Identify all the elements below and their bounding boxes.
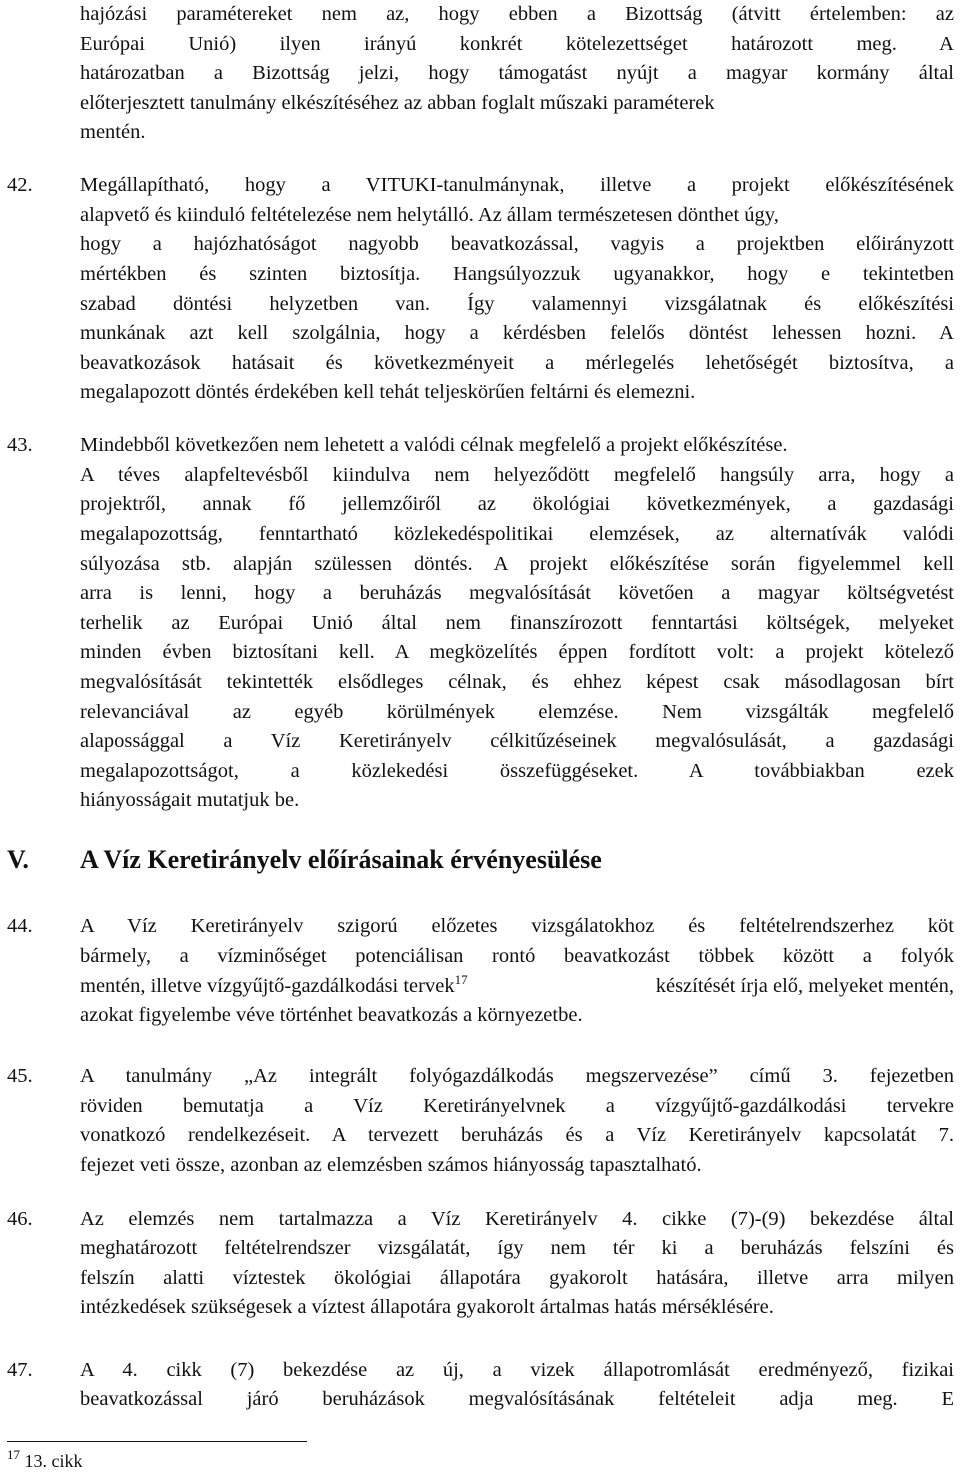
paragraph-number: 45. [7,1065,33,1087]
text-line: munkának azt kell szolgálnia, hogy a kérdésben felelős döntést lehessen hozni. A [80,322,954,344]
paragraph-number: 47. [7,1359,33,1381]
text-line: arra is lenni, hogy a beruházás megvalósítását követően a magyar költségvetést [80,582,954,604]
text-line: A Víz Keretirányelv szigorú előzetes vizsgálatokhoz és feltételrendszerhez köt [80,915,954,937]
text-line: megalapozottságot, a közlekedési összefüggéseket. A továbbiakban ezek [80,760,954,782]
text-line: mértékben és szinten biztosítja. Hangsúlyozzuk ugyanakkor, hogy e tekintetben [80,263,954,285]
text-line: Európai Unió) ilyen irányú konkrét kötelezettséget határozott meg. A [80,33,954,55]
text-line: projektről, annak fő jellemzőiről az ökológiai következmények, a gazdasági [80,493,954,515]
footnote [7,1447,83,1472]
text-line: Mindebből következően nem lehetett a valódi célnak megfelelő a projekt előkészítése. [80,434,788,456]
text-line: hiányosságait mutatjuk be. [80,789,300,811]
text-before-footnote: mentén, illetve vízgyűjtő-gazdálkodási tervek [80,975,455,997]
text-line: megalapozott döntés érdekében kell tehát teljeskörűen feltárni és elemezni. [80,381,696,403]
text-line: azokat figyelembe véve történhet beavatkozás a környezetbe. [80,1004,583,1026]
section-number: V. [7,845,29,874]
text-line: minden évben biztosítani kell. A megközelítés éppen fordított volt: a projekt kötelező [80,641,954,663]
paragraph-number: 43. [7,434,33,456]
text-line: intézkedések szükségesek a víztest állapotára gyakorolt ártalmas hatás mérséklésére. [80,1296,774,1318]
text-line: relevanciával az egyéb körülmények elemzése. Nem vizsgálták megfelelő [80,701,954,723]
paragraph-number: 44. [7,915,33,937]
paragraph-number: 42. [7,174,33,196]
text-line: súlyozása stb. alapján szülessen döntés. A projekt előkészítése során figyelemmel kell [80,553,954,575]
footnote-number: 17 [7,1447,20,1462]
text-line: előterjesztett tanulmány elkészítéséhez az abban foglalt műszaki paraméterek [80,92,715,114]
text-line: hogy a hajózhatóságot nagyobb beavatkozással, vagyis a projektben előirányzott [80,233,954,255]
text-line [80,974,954,1000]
footnote-text: 13. cikk [20,1451,83,1471]
text-line: röviden bemutatja a Víz Keretirányelvnek a vízgyűjtő-gazdálkodási tervekre [80,1095,954,1117]
text-segment [80,974,468,1000]
text-line: szabad döntési helyzetben van. Így valamennyi vizsgálatnak és előkészítési [80,293,954,315]
text-line: megvalósítását tekintették elsődleges célnak, és ehhez képest csak másodlagosan bírt [80,671,954,693]
text-line: beavatkozások hatásait és következményeit a mérlegelés lehetőségét biztosítva, a [80,352,954,374]
text-line: hajózási paramétereket nem az, hogy ebben a Bizottság (átvitt értelemben: az [80,3,954,25]
text-line: Megállapítható, hogy a VITUKI-tanulmánynak, illetve a projekt előkészítésének [80,174,954,196]
footnote-reference: 17 [454,972,468,987]
text-line: alapvető és kiinduló feltételezése nem helytálló. Az állam természetesen dönthet úgy, [80,204,779,226]
text-line: A tanulmány „Az integrált folyógazdálkodás megszervezése” című 3. fejezetben [80,1065,954,1087]
paragraph-number: 46. [7,1208,33,1230]
text-line: mentén. [80,121,146,143]
text-line: megalapozottság, fenntartható közlekedéspolitikai elemzések, az alternatívák valódi [80,523,954,545]
footnote-separator [7,1441,307,1442]
text-line: felszín alatti víztestek ökológiai állapotára gyakorolt hatására, illetve arra milyen [80,1267,954,1289]
text-line: terhelik az Európai Unió által nem finanszírozott fenntartási költségek, melyeket [80,612,954,634]
text-after-footnote: készítését írja elő, melyeket mentén, [655,975,954,997]
text-line: bármely, a vízminőséget potenciálisan rontó beavatkozást többek között a folyók [80,945,954,967]
text-line: A téves alapfeltevésből kiindulva nem helyeződött megfelelő hangsúly arra, hogy a [80,464,954,486]
section-title: A Víz Keretirányelv előírásainak érvényesülése [80,845,602,874]
text-line: meghatározott feltételrendszer vizsgálatát, így nem tér ki a beruházás felszíni és [80,1237,954,1259]
text-line: vonatkozó rendelkezéseit. A tervezett beruházás és a Víz Keretirányelv kapcsolatát 7. [80,1124,954,1146]
text-line: alapossággal a Víz Keretirányelv célkitűzéseinek megvalósulását, a gazdasági [80,730,954,752]
text-line: határozatban a Bizottság jelzi, hogy támogatást nyújt a magyar kormány által [80,62,954,84]
text-line: A 4. cikk (7) bekezdése az új, a vizek állapotromlását eredményező, fizikai [80,1359,954,1381]
text-line: Az elemzés nem tartalmazza a Víz Keretirányelv 4. cikke (7)-(9) bekezdése által [80,1208,954,1230]
text-line: fejezet veti össze, azonban az elemzésben számos hiányosság tapasztalható. [80,1154,702,1176]
text-line: beavatkozással járó beruházások megvalósításának feltételeit adja meg. E [80,1388,954,1410]
